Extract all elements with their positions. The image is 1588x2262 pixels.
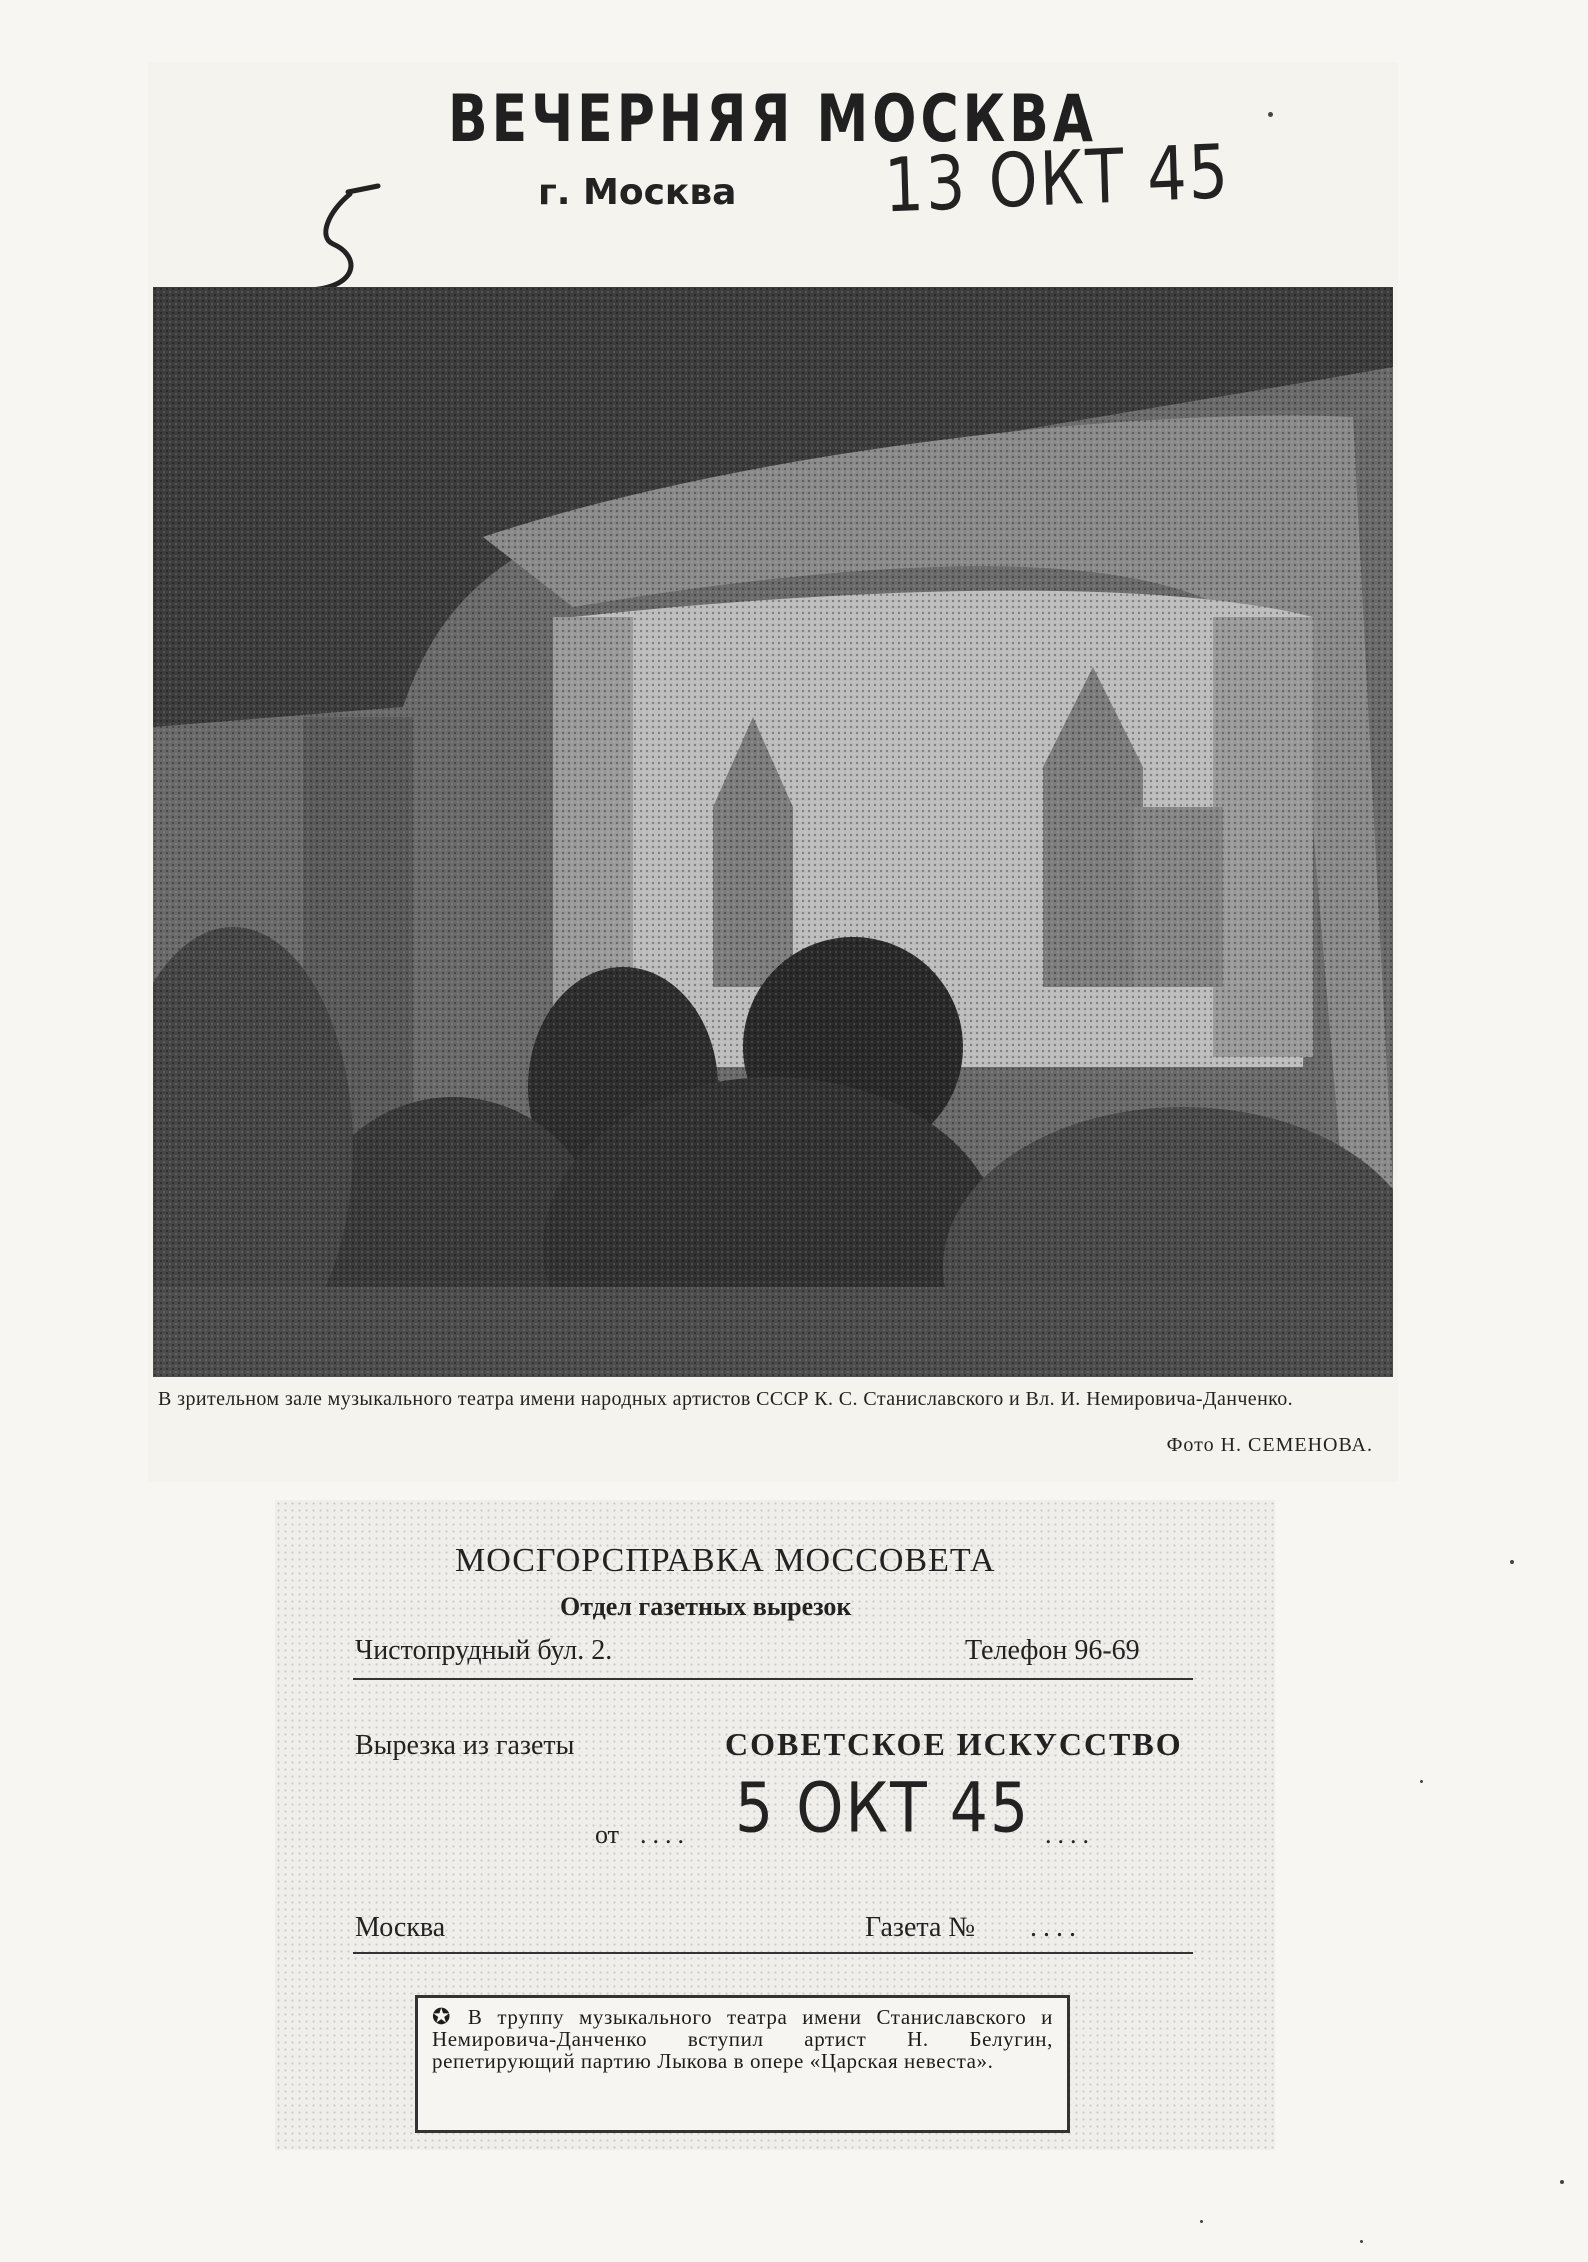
clipping-bureau-form (275, 1500, 1275, 2150)
news-item (415, 1995, 1070, 2133)
news-text: В труппу музыкального театра имени Станиславского и Немировича-Данченко вступил артист Н. Белугин, репетирующий партию Лыкова в опере «Царская невеста». (432, 2005, 1053, 2073)
paper-number-label: Газета № (865, 1912, 976, 1943)
date-dots-left: .... (640, 1820, 690, 1849)
city-stamp: г. Москва (538, 172, 737, 213)
speck (1510, 1560, 1514, 1564)
speck (1360, 2240, 1363, 2243)
clip-from-label: Вырезка из газеты (355, 1730, 575, 1761)
source-newspaper: СОВЕТСКОЕ ИСКУССТВО (725, 1726, 1183, 1762)
form-city: Москва (355, 1912, 446, 1943)
clip-date-stamp: 5 ОКТ 45 (735, 1768, 1031, 1849)
date-prefix: от (595, 1820, 620, 1849)
bureau-title: МОСГОРСПРАВКА МОССОВЕТА (455, 1542, 996, 1579)
date-stamp: 13 ОКТ 45 (883, 127, 1232, 230)
bureau-address: Чистопрудный бул. 2. (355, 1635, 613, 1666)
handwritten-number (278, 182, 388, 302)
speck (1420, 1780, 1423, 1783)
speck (1560, 2180, 1564, 2184)
newspaper-name-stamp: ВЕЧЕРНЯЯ МОСКВА (448, 82, 1098, 157)
photo-credit: Фото Н. СЕМЕНОВА. (1166, 1434, 1373, 1456)
bureau-phone: Телефон 96-69 (965, 1635, 1140, 1666)
divider (353, 1678, 1193, 1680)
star-icon: ✪ (432, 2004, 452, 2029)
photo-caption: В зрительном зале музыкального театра имени народных артистов СССР К. С. Станиславского и Вл. И. Немировича-Данченко. (158, 1388, 1294, 1410)
paper-number-dots: .... (1030, 1912, 1082, 1943)
divider (353, 1952, 1193, 1954)
theater-photo (153, 287, 1393, 1377)
speck (1200, 2220, 1203, 2223)
date-dots-right: .... (1045, 1820, 1095, 1849)
department-title: Отдел газетных вырезок (560, 1592, 852, 1621)
newspaper-clipping (148, 62, 1398, 1482)
speck (1268, 112, 1273, 117)
